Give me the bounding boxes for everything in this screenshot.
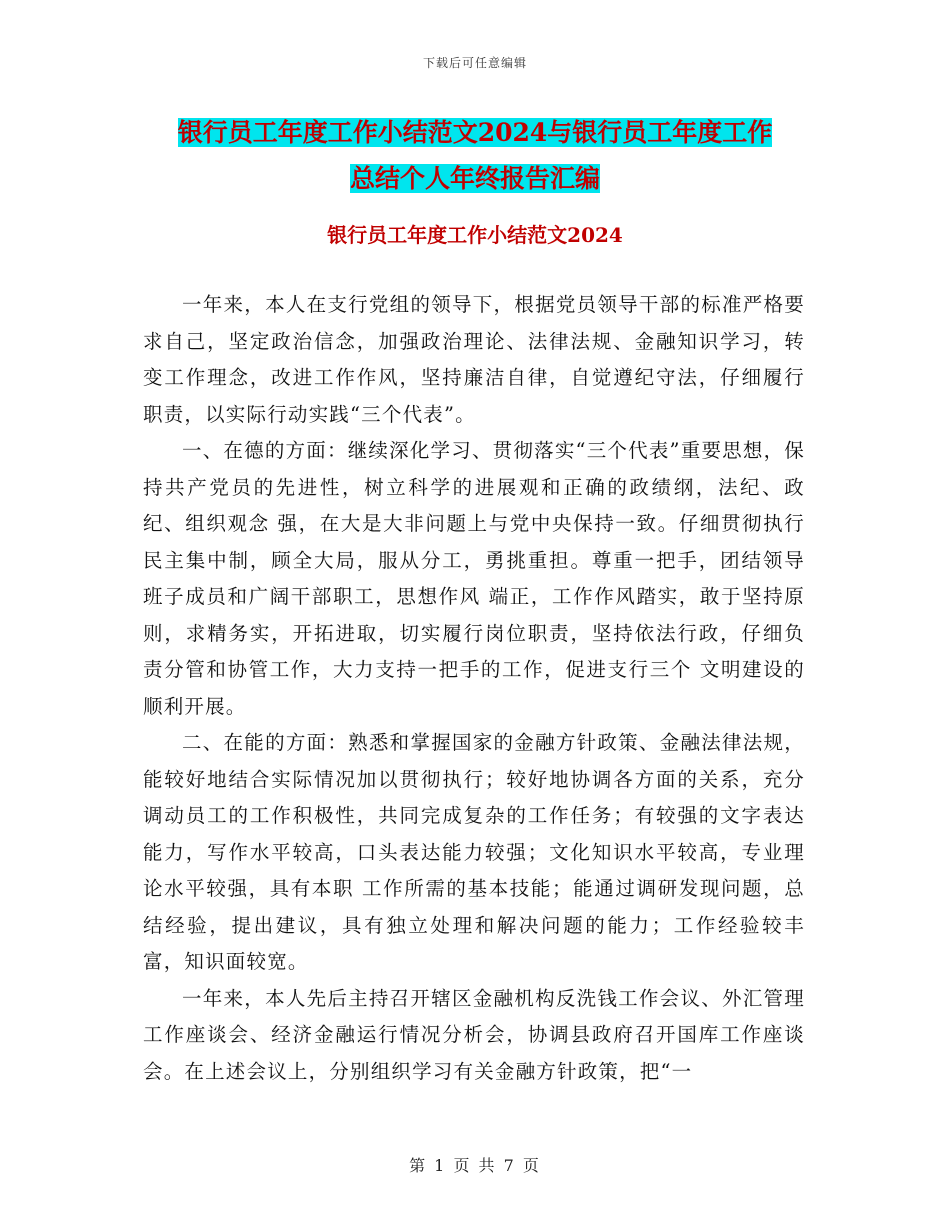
body-text — [143, 287, 805, 1090]
paragraph-1: 一年来，本人在支行党组的领导下，根据党员领导干部的标准严格要求自己，坚定政治信念，加强政治理论、法律法规、金融知识学习，转变工作理念，改进工作作风，坚持廉洁自律，自觉遵纪守法，仔细履行职责，以实际行动实践“三个代表”。 — [143, 293, 805, 426]
document-title-line-1: 银行员工年度工作小结范文2024与银行员工年度工作 — [177, 118, 773, 147]
document-title-line-2: 总结个人年终报告汇编 — [349, 164, 600, 193]
paragraph-4: 一年来，本人先后主持召开辖区金融机构反洗钱工作会议、外汇管理工作座谈会、经济金融运行情况分析会，协调县政府召开国库工作座谈 会。在上述会议上，分别组织学习有关金融方针政策，把“一 — [143, 986, 805, 1083]
page-footer: 第 1 页 共 7 页 — [409, 1156, 541, 1175]
header-note: 下载后可任意编辑 — [422, 56, 527, 70]
paragraph-3: 二、在能的方面：熟悉和掌握国家的金融方针政策、金融法律法规，能较好地结合实际情况加以贯彻执行；较好地协调各方面的关系，充分 调动员工的工作积极性，共同完成复杂的工作任务；有较强的文字表达能力，写作水平较高，口头表达能力较强；文化知识水平较高，专业理论水平较强，具有本职 工作所需的基本技能；能通过调研发现问题，总结经验，提出建议，具有独立处理和解决问题的能力；工作经验较丰富，知识面较宽。 — [143, 731, 805, 973]
section-title: 银行员工年度工作小结范文2024 — [327, 223, 623, 247]
document-title — [140, 110, 810, 202]
paragraph-2: 一、在德的方面：继续深化学习、贯彻落实“三个代表”重要思想，保持共产党员的先进性，树立科学的进展观和正确的政绩纲，法纪、政纪、组织观念 强，在大是大非问题上与党中央保持一致。仔细贯彻执行民主集中制，顾全大局，服从分工，勇挑重担。尊重一把手，团结领导班子成员和广阔干部职工，思想作风 端正，工作作风踏实，敢于坚持原则，求精务实，开拓进取，切实履行岗位职责，坚持依法行政，仔细负责分管和协管工作，大力支持一把手的工作，促进支行三个 文明建设的顺利开展。 — [143, 439, 805, 718]
